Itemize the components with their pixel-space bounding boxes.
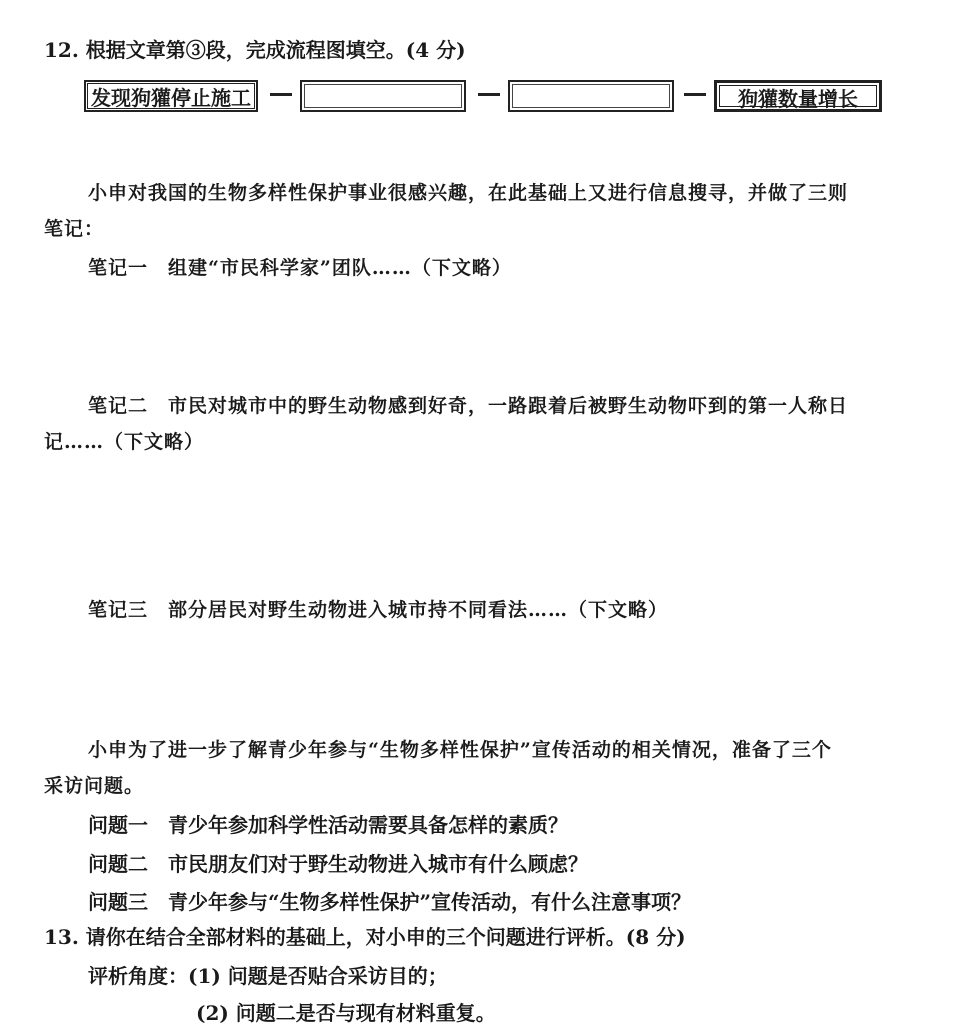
flow-step-start: 发现狗獾停止施工	[84, 80, 258, 112]
interview-intro-line-2: 采访问题。	[44, 775, 145, 797]
analysis-angle-2: (2) 问题二是否与现有材料重复。	[196, 1001, 496, 1025]
interview-question-2: 问题二 市民朋友们对于野生动物进入城市有什么顾虑？	[88, 852, 588, 876]
flow-step-end: 狗獾数量增长	[714, 80, 882, 112]
intro-line-1: 小申对我国的生物多样性保护事业很感兴趣，在此基础上又进行信息搜寻，并做了三则	[88, 182, 849, 204]
interview-question-1: 问题一 青少年参加科学性活动需要具备怎样的素质？	[88, 813, 568, 837]
question-12-prompt: 12. 根据文章第③段，完成流程图填空。(4 分)	[44, 38, 466, 62]
interview-question-3: 问题三 青少年参与“生物多样性保护”宣传活动，有什么注意事项？	[88, 890, 692, 914]
flow-connector	[270, 93, 292, 96]
flow-connector	[684, 93, 706, 96]
flow-blank-1[interactable]	[300, 80, 466, 112]
flowchart	[84, 80, 884, 116]
note-3: 笔记三 部分居民对野生动物进入城市持不同看法……（下文略）	[88, 599, 669, 621]
interview-intro-line-1: 小申为了进一步了解青少年参与“生物多样性保护”宣传活动的相关情况，准备了三个	[88, 739, 832, 761]
flow-blank-2[interactable]	[508, 80, 674, 112]
note-2-line-1: 笔记二 市民对城市中的野生动物感到好奇，一路跟着后被野生动物吓到的第一人称日	[88, 395, 849, 417]
question-13-prompt: 13. 请你在结合全部材料的基础上，对小申的三个问题进行评析。(8 分)	[44, 925, 686, 949]
analysis-angle-1: 评析角度：(1) 问题是否贴合采访目的；	[88, 964, 448, 988]
flow-connector	[478, 93, 500, 96]
intro-line-2: 笔记：	[44, 218, 105, 240]
note-1: 笔记一 组建“市民科学家”团队……（下文略）	[88, 257, 512, 279]
note-2-line-2: 记……（下文略）	[44, 431, 205, 453]
